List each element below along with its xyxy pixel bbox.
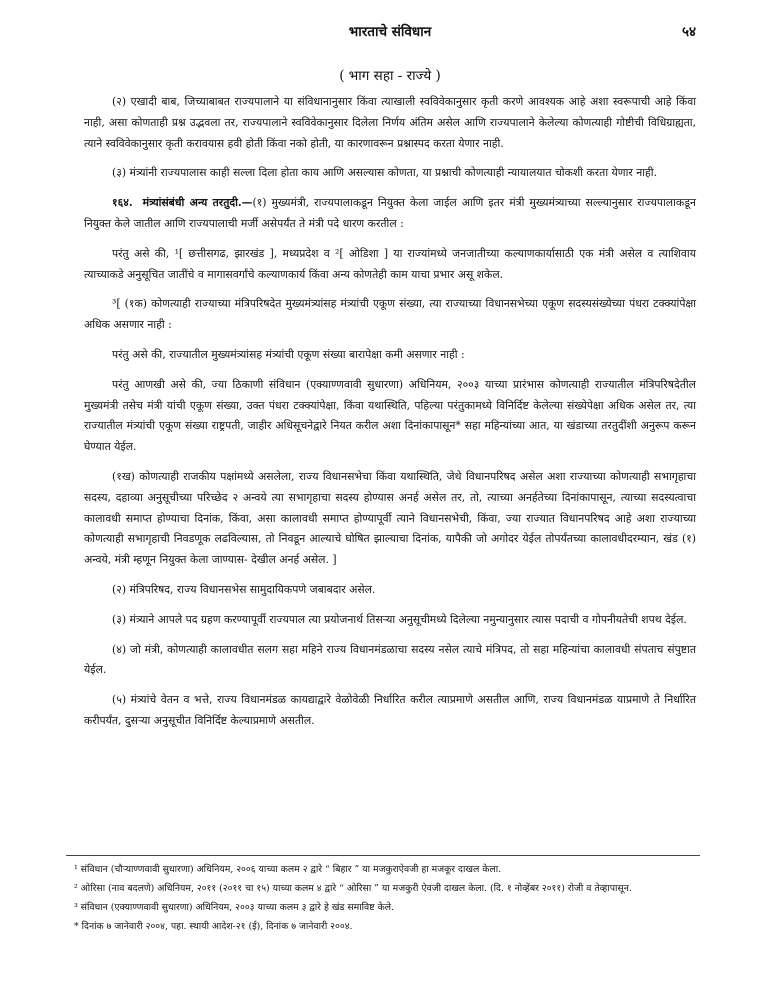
paragraph-proviso-tribal: परंतु असे की, ¹[ छत्तीसगढ, झारखंड ], मध्यप्रदेश व ²[ ओडिशा ] या राज्यांमध्ये जनजातीच्या कल्याणकार्यासाठी एक मंत्री असेल व त्याशिवाय त्याच्याकडे अनुसूचित जातींचे व मागासवर्गांचे कल्याणकार्य किंवा अन्य कोणतेही काम याचा प्रभार असू शकेल.: [84, 246, 696, 281]
part-heading: ( भाग सहा - राज्ये ): [339, 68, 441, 84]
paragraph-clause-4: (४) जो मंत्री, कोणत्याही कालावधीत सलग सहा महिने राज्य विधानमंडळाचा सदस्य नसेल त्याचे मंत्रिपद, तो सहा महिन्यांचा कालावधी संपताच संपुष्टात येईल.: [84, 642, 696, 677]
body-text: [84, 92, 696, 741]
paragraph-clause-2-council: (२) मंत्रिपरिषद, राज्य विधानसभेस सामुदायिकपणे जबाबदार असेल.: [112, 582, 376, 596]
paragraph-clause-3-oath: (३) मंत्र्याने आपले पद ग्रहण करण्यापूर्वी राज्यपाल त्या प्रयोजनार्थ तिसऱ्या अनुसूचीमध्ये दिलेल्या नमुन्यानुसार त्यास पदाची व गोपनीयतेची शपथ देईल.: [112, 612, 687, 626]
paragraph-clause-2: (२) एखादी बाब, जिच्याबाबत राज्यपालाने या संविधानानुसार किंवा त्याखाली स्वविवेकानुसार कृती करणे आवश्यक आहे अशा स्वरूपाची आहे किंवा नाही, असा कोणताही प्रश्न उद्भवला तर, राज्यपालाने स्वविवेकानुसार दिलेला निर्णय अंतिम असेल आणि राज्यपालाने केलेल्या कोणत्याही गोष्टीची विधिग्राह्यता, त्याने स्वविवेकानुसार कृती करावयास हवी होती किंवा नको होती, या कारणावरून प्रश्नास्पद करता येणार नाही.: [84, 95, 696, 150]
page-number: ५४: [681, 24, 696, 40]
footnote-3: ³ संविधान (एक्याण्णवावी सुधारणा) अधिनियम, २००३ याच्या कलम ३ द्वारे हे खंड समाविष्ट केले.: [74, 902, 394, 913]
footnotes: [66, 862, 700, 938]
paragraph-proviso-twelve: परंतु असे की, राज्यातील मुख्यमंत्र्यांसह मंत्र्यांची एकूण संख्या बारापेक्षा कमी असणार नाही :: [112, 347, 465, 361]
paragraph-clause-3: (३) मंत्र्यांनी राज्यपालास काही सल्ला दिला होता काय आणि असल्यास कोणता, या प्रश्नाची कोणत्याही न्यायालयात चोकशी करता येणार नाही.: [112, 166, 658, 180]
footnote-2: ² ओरिसा (नाव बदलणे) अधिनियम, २०११ (२०११ चा १५) याच्या कलम ४ द्वारे “ ओरिसा ” या मजकुरी ऐवजी दाखल केला. (दि. १ नोव्हेंबर २०११) रोजी व तेव्हापासून.: [74, 883, 632, 894]
section-text: (१) मुख्यमंत्री, राज्यपालाकडून नियुक्त केला जाईल आणि इतर मंत्री मुख्यमंत्र्याच्या सल्ल्यानुसार राज्यपालाकडून नियुक्त केले जातील आणि राज्यपालाची मर्जी असेपर्यंत ते मंत्री पदे धारण करतील :: [84, 196, 696, 230]
running-title: भारताचे संविधान: [348, 24, 432, 40]
paragraph-proviso-further: परंतु आणखी असे की, ज्या ठिकाणी संविधान (एक्याण्णवावी सुधारणा) अधिनियम, २००३ याच्या प्रारंभास कोणत्याही राज्यातील मंत्रिपरिषदेतील मुख्यमंत्री तसेच मंत्री यांची एकूण संख्या, उक्त पंधरा टक्क्यांपेक्षा, किंवा यथास्थिति, पहिल्या परंतुकामध्ये विनिर्दिष्ट केलेल्या संख्येपेक्षा अधिक असेल तर, त्या राज्यातील मंत्र्यांची एकूण संख्या राष्ट्रपती, जाहीर अधिसूचनेद्वारे नियत करील अशा दिनांकापासून* सहा महिन्यांच्या आत, या खंडाच्या तरतुदींशी अनुरूप करून घेण्यात येईल.: [84, 377, 696, 454]
section-title: मंत्र्यांसंबंधी अन्य तरतुदी.—: [142, 196, 253, 210]
section-164-paragraph: [84, 193, 696, 235]
paragraph-clause-1b: (१ख) कोणत्याही राजकीय पक्षांमध्ये असलेला, राज्य विधानसभेचा किंवा यथास्थिति, जेथे विधानपरिषद असेल अशा राज्याच्या कोणत्याही सभागृहाचा सदस्य, दहाव्या अनुसूचीच्या परिच्छेद २ अन्वये त्या सभागृहाचा सदस्य होण्यास अनर्ह असेल तर, तो, त्याच्या अनर्हतेच्या दिनांकापासून, त्याच्या सदस्यत्वाचा कालावधी समाप्त होण्याचा दिनांक, किंवा, असा कालावधी समाप्त होण्यापूर्वी त्याने विधानसभेची, किंवा, ज्या राज्यात विधानपरिषद आहे अशा राज्याच्या कोणत्याही सभागृहाची निवडणूक लढविल्यास, तो निवडून आल्याचे घोषित झाल्याचा दिनांक, यापैकी जो अगोदर येईल तोपर्यंतच्या कालावधीदरम्यान, खंड (१) अन्वये, मंत्री म्हणून नियुक्त केला जाण्यास- देखील अनर्ह असेल. ]: [84, 469, 696, 567]
section-number: १६४.: [112, 196, 133, 210]
footnote-divider: [66, 855, 700, 856]
paragraph-clause-1a: ³[ (१क) कोणत्याही राज्याच्या मंत्रिपरिषदेत मुख्यमंत्र्यांसह मंत्र्यांची एकूण संख्या, त्या राज्याच्या विधानसभेच्या एकूण सदस्यसंख्येच्या पंधरा टक्क्यांपेक्षा अधिक असणार नाही :: [84, 297, 696, 332]
footnote-star: * दिनांक ७ जानेवारी २००४, पहा. स्थायी आदेश-२१ (ई), दिनांक ७ जानेवारी २००४.: [74, 921, 353, 932]
page-header: [84, 22, 696, 44]
footnote-1: ¹ संविधान (चौऱ्याण्णवावी सुधारणा) अधिनियम, २००६ याच्या कलम २ द्वारे “ बिहार ” या मजकुराऐवजी हा मजकूर दाखल केला.: [74, 864, 502, 875]
paragraph-clause-5: (५) मंत्र्यांचे वेतन व भत्ते, राज्य विधानमंडळ कायद्याद्वारे वेळोवेळी निर्धारित करील त्याप्रमाणे असतील आणि, राज्य विधानमंडळ याप्रमाणे ते निर्धारित करीपर्यंत, दुसऱ्या अनुसूचीत विनिर्दिष्ट केल्याप्रमाणे असतील.: [84, 693, 696, 727]
